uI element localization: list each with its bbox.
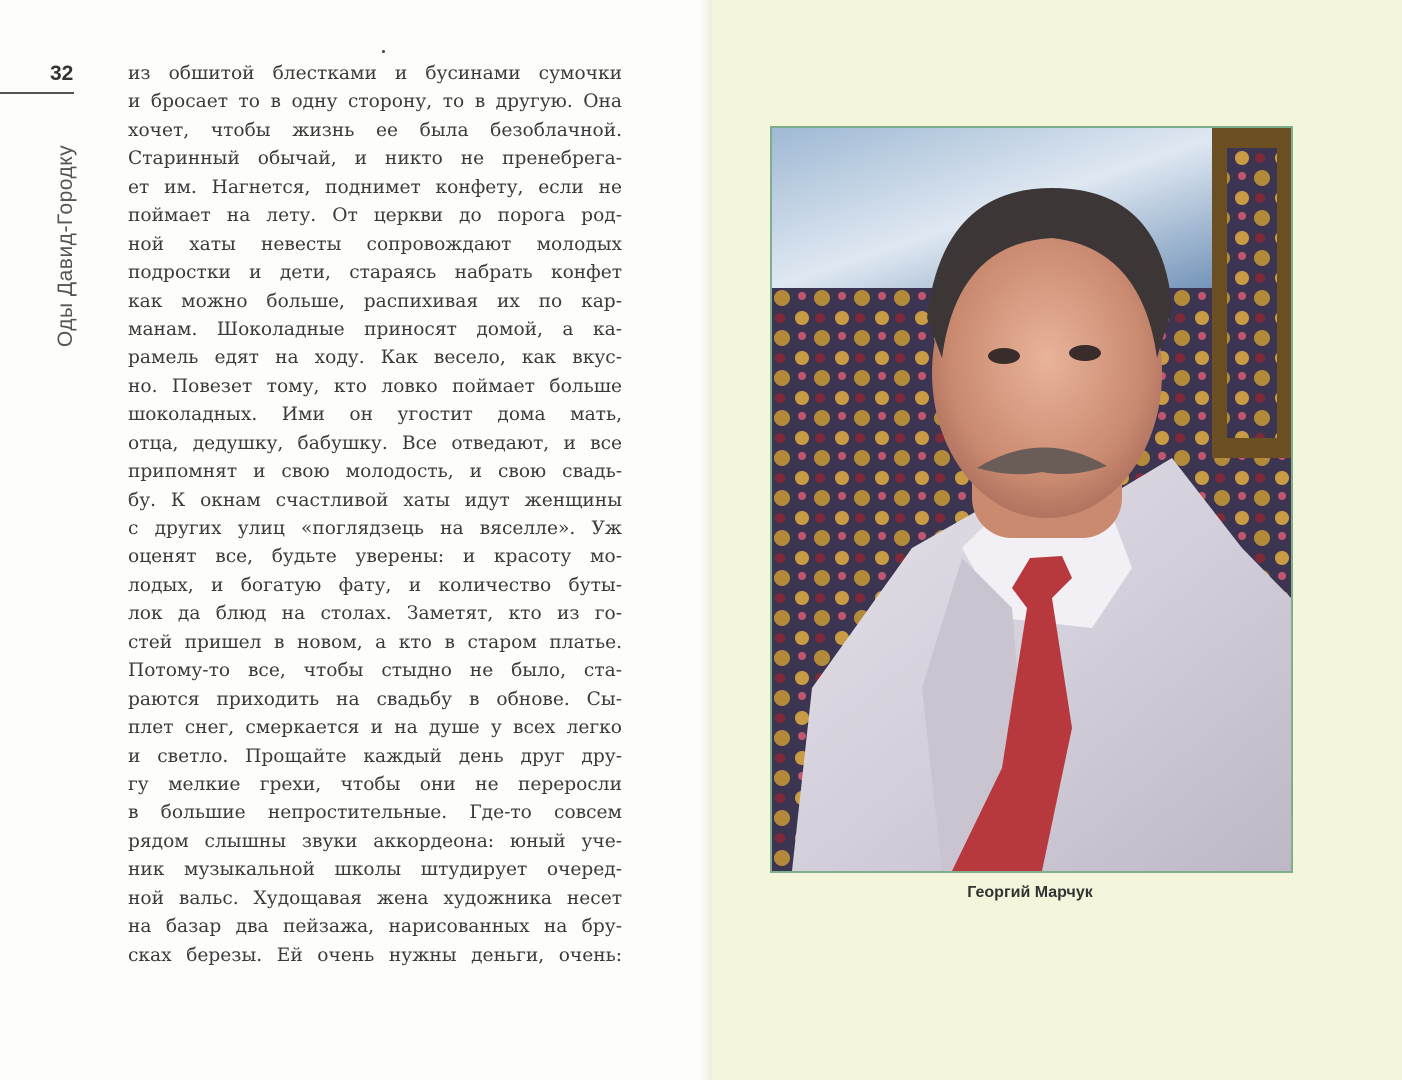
- portrait-photo: [770, 126, 1293, 873]
- text-line: рядом слышны звуки аккордеона: юный уче-: [128, 830, 622, 852]
- print-speck: [382, 50, 385, 53]
- text-line: сках березы. Ей очень нужны деньги, очень:: [128, 944, 622, 966]
- text-line: бу. К окнам счастливой хаты идут женщины: [128, 489, 622, 511]
- text-line: шоколадных. Ими он угостит дома мать,: [128, 404, 622, 426]
- text-line: и светло. Прощайте каждый день друг дру-: [128, 745, 622, 767]
- body-text: [128, 60, 622, 970]
- text-line: оценят все, будьте уверены: и красоту мо-: [128, 546, 622, 568]
- text-line: рамель едят на ходу. Как весело, как вкус-: [128, 347, 622, 369]
- text-line: Старинный обычай, и никто не пренебрега-: [128, 148, 622, 170]
- text-line: лодых, и богатую фату, и количество буты-: [128, 574, 622, 596]
- text-line: ной вальс. Худощавая жена художника несет: [128, 887, 622, 909]
- text-line: ник музыкальной школы штудирует очеред-: [128, 859, 622, 881]
- text-line: в большие непростительные. Где-то совсем: [128, 802, 622, 824]
- header-rule: [0, 92, 74, 94]
- running-title: Оды Давид-Городку: [54, 144, 77, 348]
- photo-caption: Георгий Марчук: [967, 884, 1093, 901]
- text-line: подростки и дети, стараясь набрать конфет: [128, 262, 622, 284]
- text-line: припомнят и свою молодость, и свою свадь-: [128, 461, 622, 483]
- text-line: Потому-то все, чтобы стыдно не было, ста-: [128, 660, 622, 682]
- text-line: но. Повезет тому, кто ловко поймает больше: [128, 375, 622, 397]
- text-line: ной хаты невесты сопровождают молодых: [128, 233, 622, 255]
- text-line: лок да блюд на столах. Заметят, кто из го-: [128, 603, 622, 625]
- text-line: манам. Шоколадные приносят домой, а ка-: [128, 318, 622, 340]
- text-line: как можно больше, распихивая их по кар-: [128, 290, 622, 312]
- text-line: поймает на лету. От церкви до порога род-: [128, 205, 622, 227]
- text-line: из обшитой блестками и бусинами сумочки: [128, 63, 622, 84]
- text-line: раются приходить на свадьбу в обнове. Сы-: [128, 688, 622, 710]
- portrait-image: [772, 128, 1291, 871]
- text-line: стей пришел в новом, а кто в старом платье.: [128, 631, 622, 653]
- text-line: хочет, чтобы жизнь ее была безоблачной.: [128, 119, 622, 141]
- text-line: гу мелкие грехи, чтобы они не переросли: [128, 773, 622, 795]
- text-line: плет снег, смеркается и на душе у всех легко: [128, 717, 622, 739]
- text-line: отца, дедушку, бабушку. Все отведают, и все: [128, 432, 622, 454]
- page-number: 32: [50, 62, 74, 85]
- text-line: ет им. Нагнется, поднимет конфету, если не: [128, 176, 622, 198]
- text-line: и бросает то в одну сторону, то в другую. Она: [128, 91, 622, 113]
- text-line: с других улиц «поглядзець на вяселле». Уж: [128, 518, 622, 539]
- text-line: на базар два пейзажа, нарисованных на бру-: [128, 916, 622, 938]
